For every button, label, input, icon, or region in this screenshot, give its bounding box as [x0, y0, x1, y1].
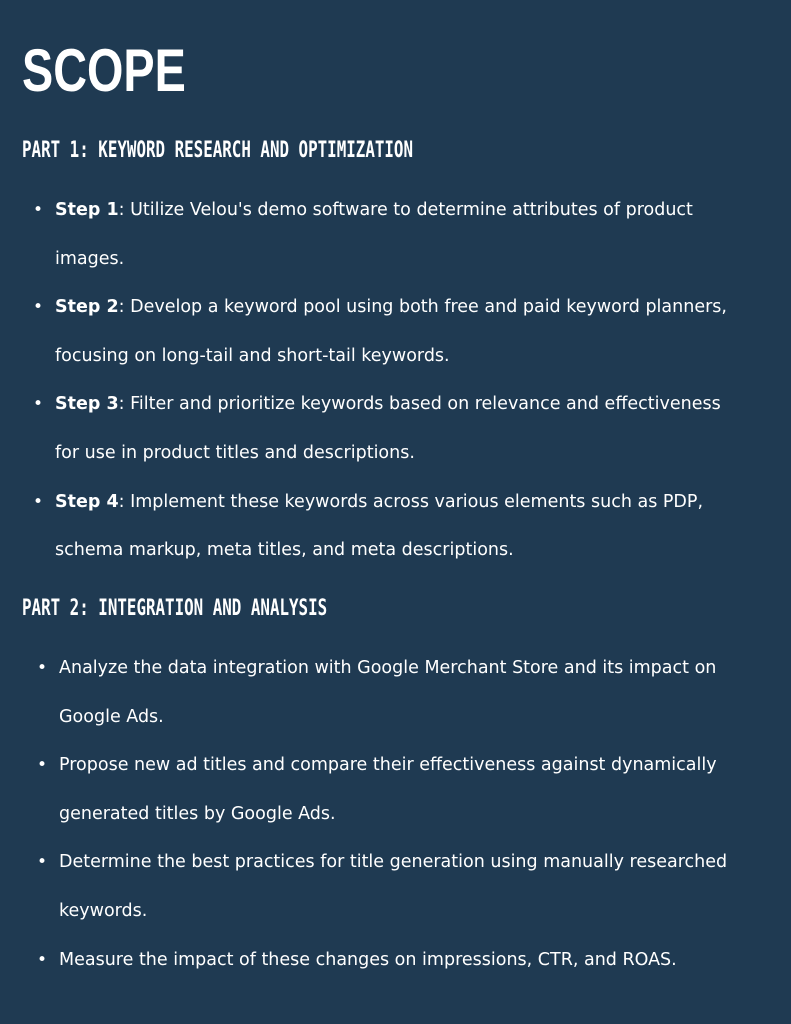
- step-text: : Develop a keyword pool using both free and paid keyword planners, focusing on long-tail and short-tail keywords.: [55, 297, 727, 366]
- step-label: Step 1: [55, 200, 119, 220]
- step-label: Step 4: [55, 491, 119, 512]
- bullet-icon: •: [37, 949, 48, 970]
- step-text: : Filter and prioritize keywords based on relevance and effectiveness for use in product titles and descriptions.: [55, 394, 721, 463]
- step-label: Step 2: [55, 297, 119, 318]
- list-item-text: Propose new ad titles and compare their effectiveness against dynamically generated titles by Google Ads.: [59, 755, 717, 824]
- step-item: [0, 283, 735, 380]
- bullet-icon: •: [33, 297, 44, 318]
- list-item-text: Analyze the data integration with Google Merchant Store and its impact on Google Ads.: [59, 658, 717, 727]
- list-item: [0, 644, 744, 741]
- step-item: [0, 478, 735, 575]
- part1-heading: PART 1: KEYWORD RESEARCH AND OPTIMIZATION: [22, 138, 414, 163]
- bullet-icon: •: [37, 755, 48, 776]
- bullet-icon: •: [33, 394, 44, 415]
- step-label: Step 3: [55, 394, 119, 415]
- page-title: SCOPE: [22, 37, 186, 104]
- step-item: [0, 186, 735, 283]
- list-item: [0, 838, 744, 935]
- step-text: : Utilize Velou's demo software to determine attributes of product images.: [55, 200, 693, 269]
- list-item-text: Measure the impact of these changes on impressions, CTR, and ROAS.: [59, 949, 677, 970]
- part1-step-list: [0, 186, 791, 575]
- list-item: [0, 741, 744, 838]
- step-text: : Implement these keywords across various elements such as PDP, schema markup, meta titles, and meta descriptions.: [55, 491, 704, 561]
- list-item-text: Determine the best practices for title generation using manually researched keywords.: [59, 852, 728, 921]
- list-item: [0, 936, 744, 985]
- bullet-icon: •: [33, 491, 44, 512]
- bullet-icon: •: [37, 852, 48, 873]
- bullet-icon: •: [33, 200, 44, 220]
- part2-item-list: [0, 644, 791, 984]
- step-item: [0, 380, 735, 477]
- part2-heading: PART 2: INTEGRATION AND ANALYSIS: [22, 596, 328, 621]
- bullet-icon: •: [37, 658, 48, 678]
